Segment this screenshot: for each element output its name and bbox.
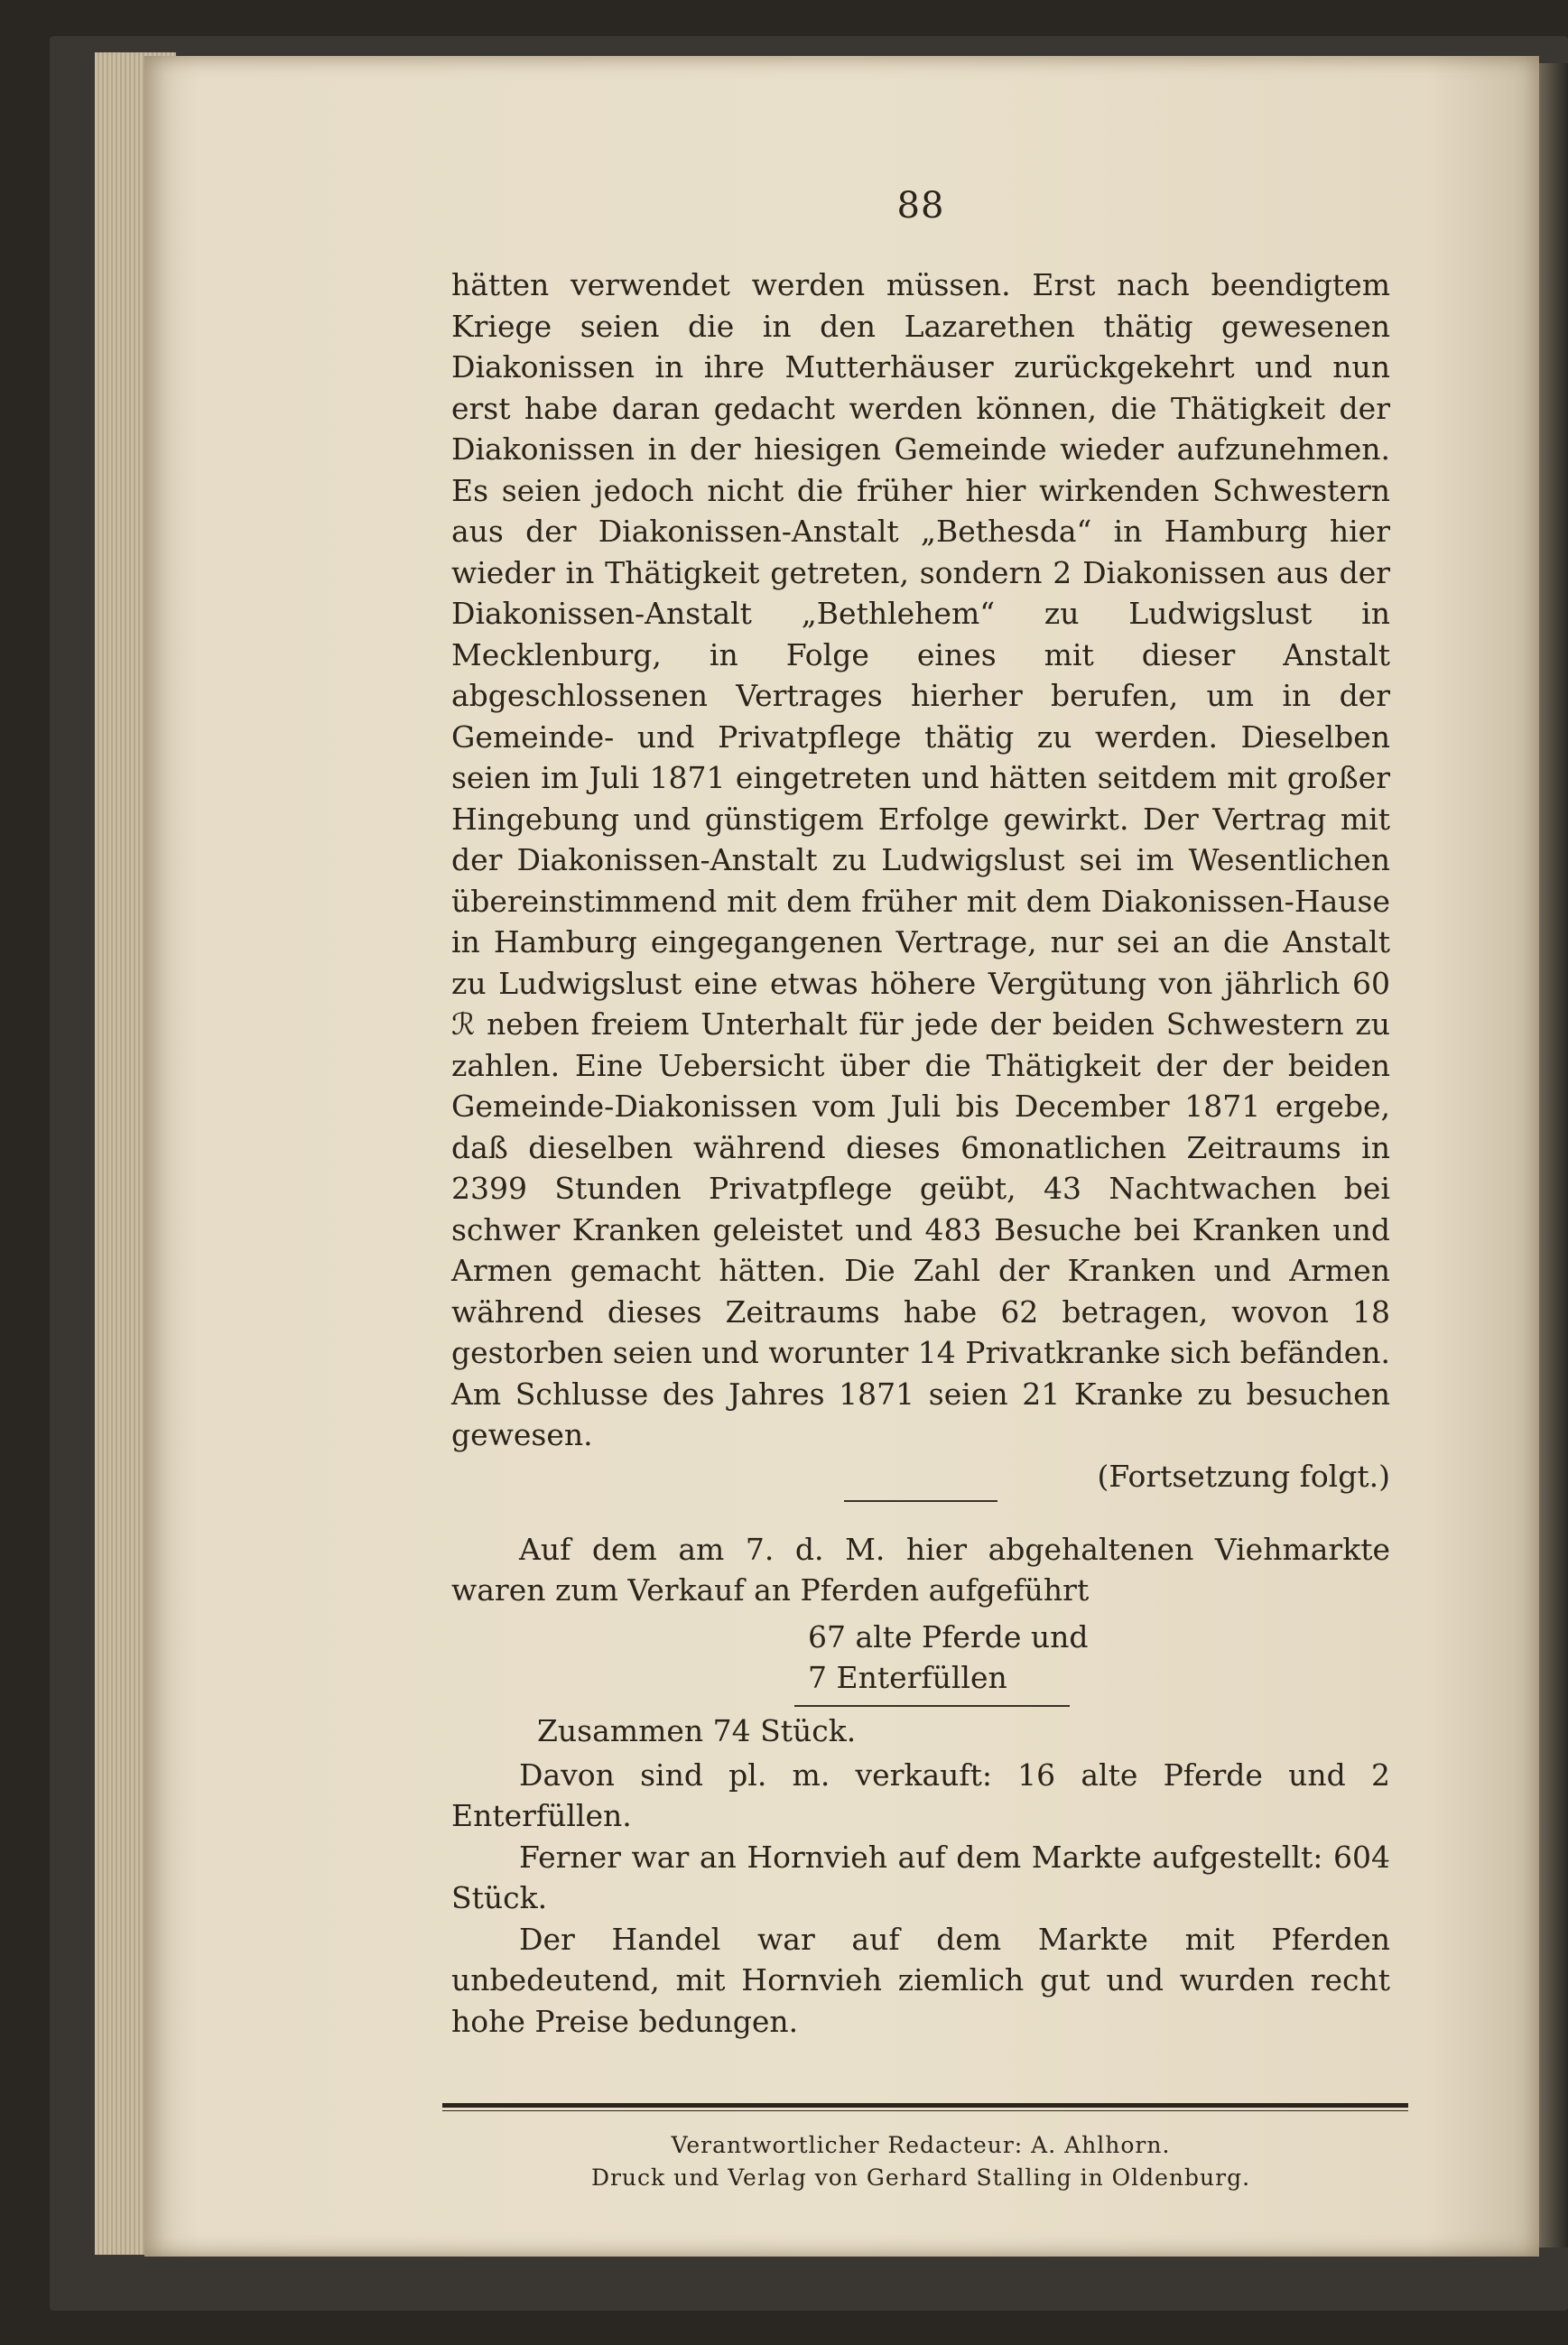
- main-paragraph: hätten verwendet werden müssen. Erst nach beendigtem Kriege seien die in den Lazarethen thätig gewesenen Diakonissen in ihre Mutterhäuser zurückgekehrt und nun erst habe daran gedacht werden können, die Thätigkeit der Diakonissen in der hiesigen Gemeinde wieder aufzunehmen. Es seien jedoch nicht die früher hier wirkenden Schwestern aus der Diakonissen-Anstalt „Bethesda“ in Hamburg hier wieder in Thätigkeit getreten, sondern 2 Diakonissen aus der Diakonissen-Anstalt „Bethlehem“ zu Ludwigslust in Mecklenburg, in Folge eines mit dieser Anstalt abgeschlossenen Vertrages hierher berufen, um in der Gemeinde- und Privatpflege thätig zu werden. Dieselben seien im Juli 1871 eingetreten und hätten seitdem mit großer Hingebung und günstigem Erfolge gewirkt. Der Vertrag mit der Diakonissen-Anstalt zu Ludwigslust sei im Wesentlichen übereinstimmend mit dem früher mit dem Diakonissen-Hause in Hamburg eingegangenen Vertrage, nur sei an die Anstalt zu Ludwigslust eine etwas höhere Vergütung von jährlich 60 ℛ neben freiem Unterhalt für jede der beiden Schwestern zu zahlen. Eine Uebersicht über die Thätigkeit der der beiden Gemeinde-Diakonissen vom Juli bis December 1871 ergebe, daß dieselben während dieses 6monatlichen Zeitraums in 2399 Stunden Privatpflege geübt, 43 Nachtwachen bei schwer Kranken geleistet und 483 Besuche bei Kranken und Armen gemacht hätten. Die Zahl der Kranken und Armen während dieses Zeitraums habe 62 betragen, wovon 18 gestorben seien und worunter 14 Privatkranke sich befänden. Am Schlusse des Jahres 1871 seien 21 Kranke zu besuchen gewesen.: [451, 267, 1390, 1452]
- total-line: Zusammen 74 Stück.: [537, 1712, 857, 1748]
- market-intro: Auf dem am 7. d. M. hier abgehaltenen Viehmarkte waren zum Verkauf an Pferden aufgeführt: [451, 1531, 1390, 1608]
- section-divider: [844, 1500, 997, 1502]
- page-number: 88: [896, 185, 945, 227]
- tally-line: 7 Enterfüllen: [808, 1659, 1007, 1695]
- cattle-paragraph: Ferner war an Hornvieh auf dem Markte aufgestellt: 604 Stück.: [451, 1839, 1390, 1915]
- tally-line: 67 alte Pferde und: [808, 1618, 1089, 1654]
- page-content: [451, 185, 1390, 2194]
- closing-double-rule: [442, 2103, 1408, 2111]
- sum-rule: [794, 1705, 1070, 1707]
- sold-paragraph: Davon sind pl. m. verkauft: 16 alte Pferde und 2 Enterfüllen.: [451, 1756, 1390, 1833]
- printer-line: Druck und Verlag von Gerhard Stalling in Oldenburg.: [590, 2164, 1251, 2191]
- trade-paragraph: Der Handel war auf dem Markte mit Pferden unbedeutend, mit Hornvieh ziemlich gut und wurden recht hohe Preise bedungen.: [451, 1921, 1390, 2039]
- continued-note: (Fortsetzung folgt.): [1097, 1458, 1390, 1494]
- horse-tally: [808, 1617, 1390, 1698]
- editor-line: Verantwortlicher Redacteur: A. Ahlhorn.: [671, 2132, 1171, 2158]
